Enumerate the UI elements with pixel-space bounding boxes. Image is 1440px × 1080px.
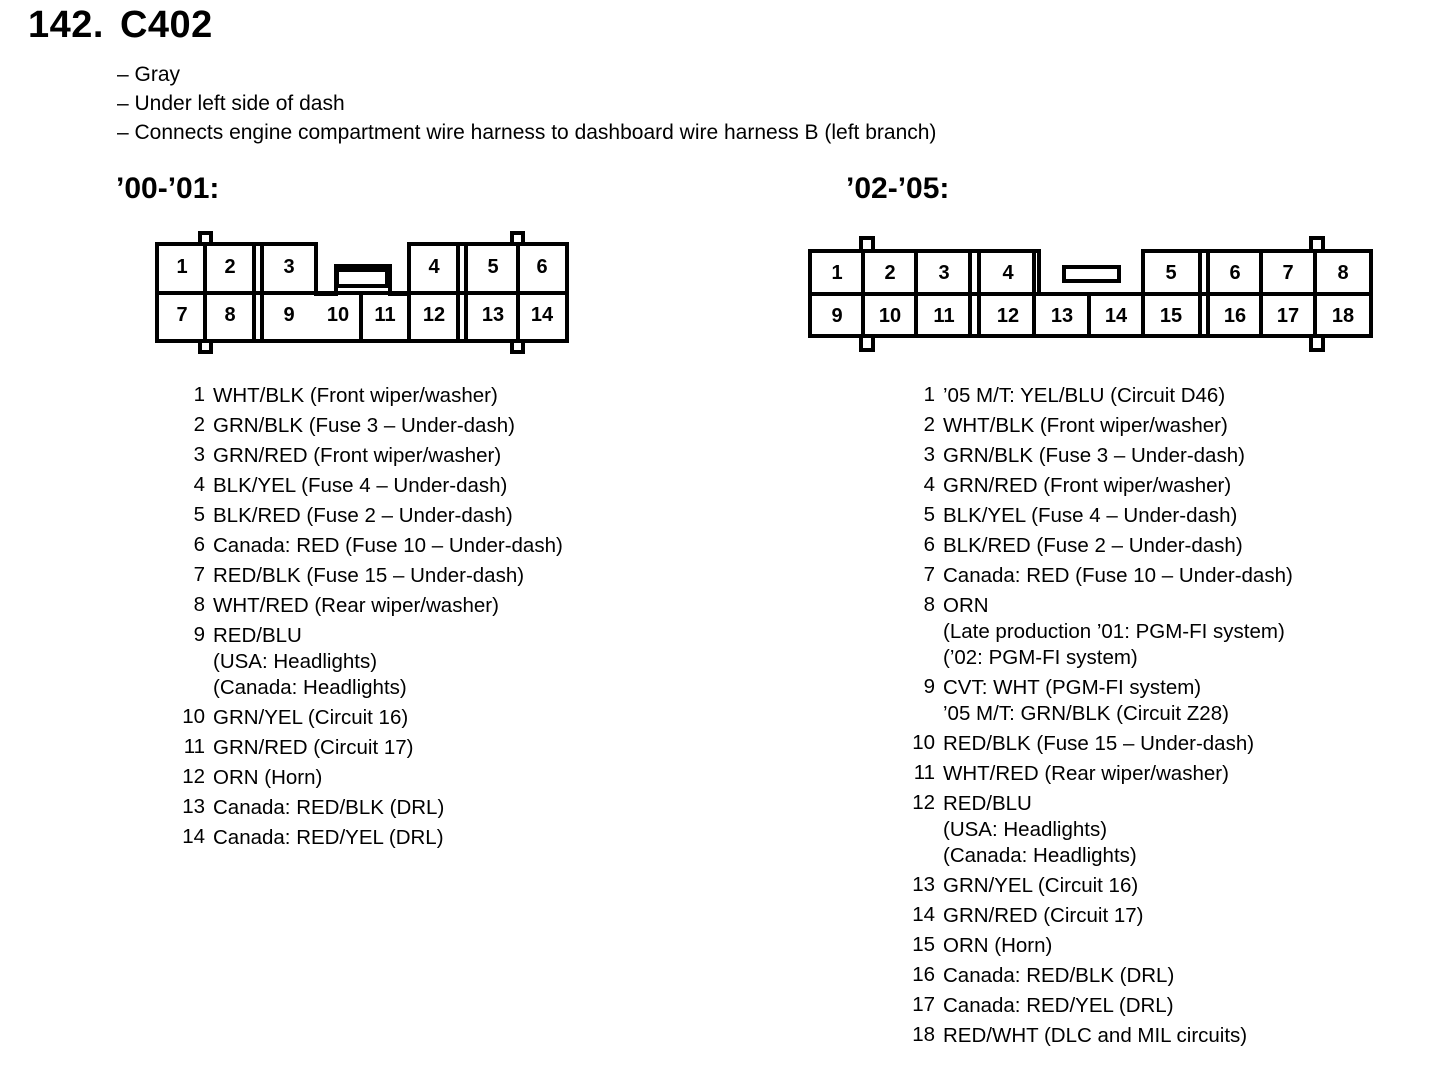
pin-desc: GRN/YEL (Circuit 16) bbox=[943, 874, 1139, 897]
pin-desc: ORN (Horn) bbox=[213, 766, 323, 789]
list-item bbox=[905, 933, 1293, 959]
cavity-4: 4 bbox=[428, 256, 440, 278]
locking-tab bbox=[861, 238, 873, 251]
locking-tab bbox=[200, 233, 211, 244]
cavity-4: 4 bbox=[1002, 262, 1014, 284]
pin-desc: Canada: RED (Fuse 10 – Under-dash) bbox=[943, 564, 1293, 587]
pin-desc: (USA: Headlights) bbox=[943, 818, 1108, 841]
cavity-9: 9 bbox=[831, 305, 843, 327]
connector-latch bbox=[337, 270, 387, 286]
pin-desc: (Late production ’01: PGM-FI system) bbox=[943, 620, 1285, 643]
list-item bbox=[175, 503, 563, 529]
pin-number: 3 bbox=[923, 443, 935, 466]
pin-desc: GRN/YEL (Circuit 16) bbox=[213, 706, 409, 729]
connector-info bbox=[117, 60, 936, 147]
list-item bbox=[905, 563, 1293, 589]
info-connects: – Connects engine compartment wire harness to dashboard wire harness B (left branch) bbox=[117, 121, 937, 144]
pin-desc: BLK/YEL (Fuse 4 – Under-dash) bbox=[943, 504, 1238, 527]
cavity-16: 16 bbox=[1223, 305, 1247, 327]
pin-number: 5 bbox=[193, 503, 205, 526]
cavity-13: 13 bbox=[1050, 305, 1074, 327]
locking-tab bbox=[1311, 336, 1323, 350]
pin-desc: Canada: RED/BLK (DRL) bbox=[943, 964, 1175, 987]
pin-desc: ’05 M/T: YEL/BLU (Circuit D46) bbox=[943, 384, 1226, 407]
pin-desc: BLK/RED (Fuse 2 – Under-dash) bbox=[943, 534, 1243, 557]
pin-desc: CVT: WHT (PGM-FI system) bbox=[943, 676, 1202, 699]
list-item bbox=[905, 791, 1293, 869]
pin-desc: BLK/RED (Fuse 2 – Under-dash) bbox=[213, 504, 513, 527]
pin-desc: Canada: RED (Fuse 10 – Under-dash) bbox=[213, 534, 563, 557]
list-item bbox=[175, 413, 563, 439]
cavity-8: 8 bbox=[224, 304, 236, 326]
pin-number: 14 bbox=[912, 903, 935, 926]
list-item bbox=[175, 765, 563, 791]
pin-desc: Canada: RED/BLK (DRL) bbox=[213, 796, 445, 819]
connector-diagram-00-01 bbox=[150, 226, 575, 361]
list-item bbox=[905, 963, 1293, 989]
pin-number: 10 bbox=[912, 731, 935, 754]
list-item bbox=[905, 873, 1293, 899]
cavity-1: 1 bbox=[176, 256, 188, 278]
pin-number: 9 bbox=[923, 675, 935, 698]
pin-number: 15 bbox=[912, 933, 935, 956]
list-item bbox=[905, 731, 1293, 757]
cavity-10: 10 bbox=[878, 305, 902, 327]
list-item bbox=[175, 705, 563, 731]
cavity-2: 2 bbox=[224, 256, 236, 278]
cavity-14: 14 bbox=[530, 304, 554, 326]
info-color: – Gray bbox=[117, 63, 181, 86]
list-item bbox=[175, 825, 563, 851]
list-item bbox=[175, 383, 563, 409]
cavity-7: 7 bbox=[176, 304, 188, 326]
pin-number: 6 bbox=[923, 533, 935, 556]
list-item bbox=[175, 735, 563, 761]
list-item bbox=[905, 903, 1293, 929]
locking-tab bbox=[512, 233, 523, 244]
list-item bbox=[905, 503, 1293, 529]
pin-list-00-01 bbox=[175, 383, 563, 855]
cavity-6: 6 bbox=[1229, 262, 1241, 284]
pin-desc: RED/BLK (Fuse 15 – Under-dash) bbox=[943, 732, 1255, 755]
pin-number: 13 bbox=[912, 873, 935, 896]
pin-number: 6 bbox=[193, 533, 205, 556]
page-title bbox=[28, 4, 213, 47]
cavity-12: 12 bbox=[422, 304, 446, 326]
pin-desc: (USA: Headlights) bbox=[213, 650, 378, 673]
cavity-11: 11 bbox=[374, 304, 396, 326]
cavity-6: 6 bbox=[536, 256, 548, 278]
cavity-1: 1 bbox=[831, 262, 843, 284]
list-item bbox=[175, 623, 563, 701]
section-title-02-05: ’02-’05: bbox=[846, 172, 950, 205]
pin-desc: GRN/BLK (Fuse 3 – Under-dash) bbox=[943, 444, 1245, 467]
pin-desc: (Canada: Headlights) bbox=[213, 676, 407, 699]
connector-id: C402 bbox=[119, 4, 213, 46]
entry-number: 142. bbox=[28, 4, 104, 46]
info-location: – Under left side of dash bbox=[117, 92, 345, 115]
pin-desc: GRN/RED (Front wiper/washer) bbox=[213, 444, 502, 467]
list-item bbox=[175, 795, 563, 821]
pin-number: 12 bbox=[182, 765, 205, 788]
list-item bbox=[905, 761, 1293, 787]
pin-desc: WHT/BLK (Front wiper/washer) bbox=[943, 414, 1228, 437]
pin-desc: ’05 M/T: GRN/BLK (Circuit Z28) bbox=[943, 702, 1229, 725]
pin-desc: Canada: RED/YEL (DRL) bbox=[943, 994, 1174, 1017]
pin-desc: (’02: PGM-FI system) bbox=[943, 646, 1138, 669]
pin-desc: Canada: RED/YEL (DRL) bbox=[213, 826, 444, 849]
list-item bbox=[175, 563, 563, 589]
pin-desc: (Canada: Headlights) bbox=[943, 844, 1137, 867]
list-item bbox=[905, 675, 1293, 727]
pin-number: 7 bbox=[193, 563, 205, 586]
pin-desc: ORN (Horn) bbox=[943, 934, 1053, 957]
cavity-3: 3 bbox=[938, 262, 950, 284]
pin-desc: BLK/YEL (Fuse 4 – Under-dash) bbox=[213, 474, 508, 497]
pin-number: 11 bbox=[913, 761, 935, 784]
pin-desc: WHT/RED (Rear wiper/washer) bbox=[943, 762, 1229, 785]
list-item bbox=[905, 473, 1293, 499]
pin-number: 1 bbox=[193, 383, 205, 406]
pin-desc: ORN bbox=[943, 594, 989, 617]
pin-number: 10 bbox=[182, 705, 205, 728]
locking-tab bbox=[200, 341, 211, 352]
cavity-3: 3 bbox=[283, 256, 295, 278]
list-item bbox=[175, 443, 563, 469]
pin-number: 14 bbox=[182, 825, 205, 848]
pin-number: 13 bbox=[182, 795, 205, 818]
cavity-5: 5 bbox=[1165, 262, 1177, 284]
pin-number: 12 bbox=[912, 791, 935, 814]
pin-number: 17 bbox=[912, 993, 935, 1016]
pin-desc: RED/BLK (Fuse 15 – Under-dash) bbox=[213, 564, 525, 587]
cavity-18: 18 bbox=[1331, 305, 1355, 327]
locking-tab bbox=[861, 336, 873, 350]
pin-list-02-05 bbox=[905, 383, 1293, 1053]
list-item bbox=[905, 383, 1293, 409]
pin-number: 8 bbox=[193, 593, 205, 616]
pin-desc: GRN/RED (Front wiper/washer) bbox=[943, 474, 1232, 497]
connector-latch bbox=[1064, 267, 1119, 281]
list-item bbox=[175, 473, 563, 499]
cavity-11: 11 bbox=[933, 305, 955, 327]
pin-number: 18 bbox=[912, 1023, 935, 1046]
pin-desc: GRN/RED (Circuit 17) bbox=[943, 904, 1144, 927]
cavity-10: 10 bbox=[326, 304, 350, 326]
pin-number: 2 bbox=[193, 413, 205, 436]
list-item bbox=[905, 533, 1293, 559]
cavity-9: 9 bbox=[283, 304, 295, 326]
cavity-7: 7 bbox=[1282, 262, 1294, 284]
pin-number: 7 bbox=[923, 563, 935, 586]
pin-number: 4 bbox=[923, 473, 935, 496]
cavity-12: 12 bbox=[996, 305, 1020, 327]
cavity-15: 15 bbox=[1159, 305, 1183, 327]
cavity-2: 2 bbox=[884, 262, 896, 284]
pin-desc: GRN/BLK (Fuse 3 – Under-dash) bbox=[213, 414, 515, 437]
list-item bbox=[905, 593, 1293, 671]
connector-diagram-02-05 bbox=[805, 231, 1380, 361]
cavity-13: 13 bbox=[481, 304, 505, 326]
list-item bbox=[905, 1023, 1293, 1049]
pin-desc: RED/WHT (DLC and MIL circuits) bbox=[943, 1024, 1248, 1047]
pin-desc: RED/BLU bbox=[213, 624, 302, 647]
pin-desc: RED/BLU bbox=[943, 792, 1032, 815]
list-item bbox=[905, 443, 1293, 469]
locking-tab bbox=[512, 341, 523, 352]
list-item bbox=[905, 413, 1293, 439]
pin-number: 5 bbox=[923, 503, 935, 526]
pin-number: 16 bbox=[912, 963, 935, 986]
pin-number: 3 bbox=[193, 443, 205, 466]
cavity-14: 14 bbox=[1104, 305, 1128, 327]
list-item bbox=[175, 533, 563, 559]
pin-number: 1 bbox=[923, 383, 935, 406]
section-title-00-01: ’00-’01: bbox=[116, 172, 220, 205]
pin-desc: GRN/RED (Circuit 17) bbox=[213, 736, 414, 759]
pin-number: 11 bbox=[183, 735, 205, 758]
pin-number: 4 bbox=[193, 473, 205, 496]
list-item bbox=[175, 593, 563, 619]
pin-desc: WHT/RED (Rear wiper/washer) bbox=[213, 594, 499, 617]
pin-number: 2 bbox=[923, 413, 935, 436]
cavity-8: 8 bbox=[1337, 262, 1349, 284]
pin-number: 8 bbox=[923, 593, 935, 616]
list-item bbox=[905, 993, 1293, 1019]
pin-number: 9 bbox=[193, 623, 205, 646]
locking-tab bbox=[1311, 238, 1323, 251]
cavity-17: 17 bbox=[1276, 305, 1300, 327]
cavity-5: 5 bbox=[487, 256, 499, 278]
pin-desc: WHT/BLK (Front wiper/washer) bbox=[213, 384, 498, 407]
